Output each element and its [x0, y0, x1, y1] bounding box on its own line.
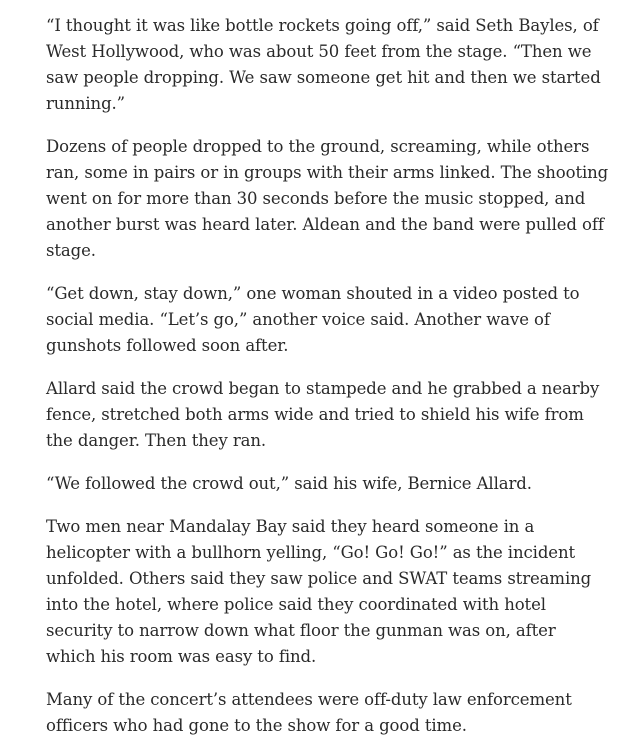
paragraph-bayles-quote: “I thought it was like bottle rockets going off,” said Seth Bayles, of West Hollywood, who was about 50 feet from the stage. “Then we saw people dropping. We saw someone get hit and then we started running.”: [46, 16, 601, 113]
paragraph-crowd-dropped: Dozens of people dropped to the ground, screaming, while others ran, some in pairs or in groups with their arms linked. The shooting went on for more than 30 seconds before the music stopped, and another burst was heard later. Aldean and the band were pulled off stage.: [46, 137, 609, 260]
paragraph-get-down: “Get down, stay down,” one woman shouted in a video posted to social media. “Let’s go,” another voice said. Another wave of gunshots followed soon after.: [46, 284, 580, 355]
paragraph-bernice-allard: “We followed the crowd out,” said his wife, Bernice Allard.: [46, 474, 532, 493]
paragraph-off-duty-officers: Many of the concert’s attendees were off-duty law enforcement officers who had gone to the show for a good time.: [46, 690, 572, 735]
paragraph-allard-stampede: Allard said the crowd began to stampede and he grabbed a nearby fence, stretched both arms wide and tried to shield his wife from the danger. Then they ran.: [46, 379, 600, 450]
paragraph-helicopter: Two men near Mandalay Bay said they heard someone in a helicopter with a bullhorn yelling, “Go! Go! Go!” as the incident unfolded. Others said they saw police and SWAT teams streaming into the hotel, where police said they coordinated with hotel security to narrow down what floor the gunman was on, after which his room was easy to find.: [46, 517, 592, 666]
